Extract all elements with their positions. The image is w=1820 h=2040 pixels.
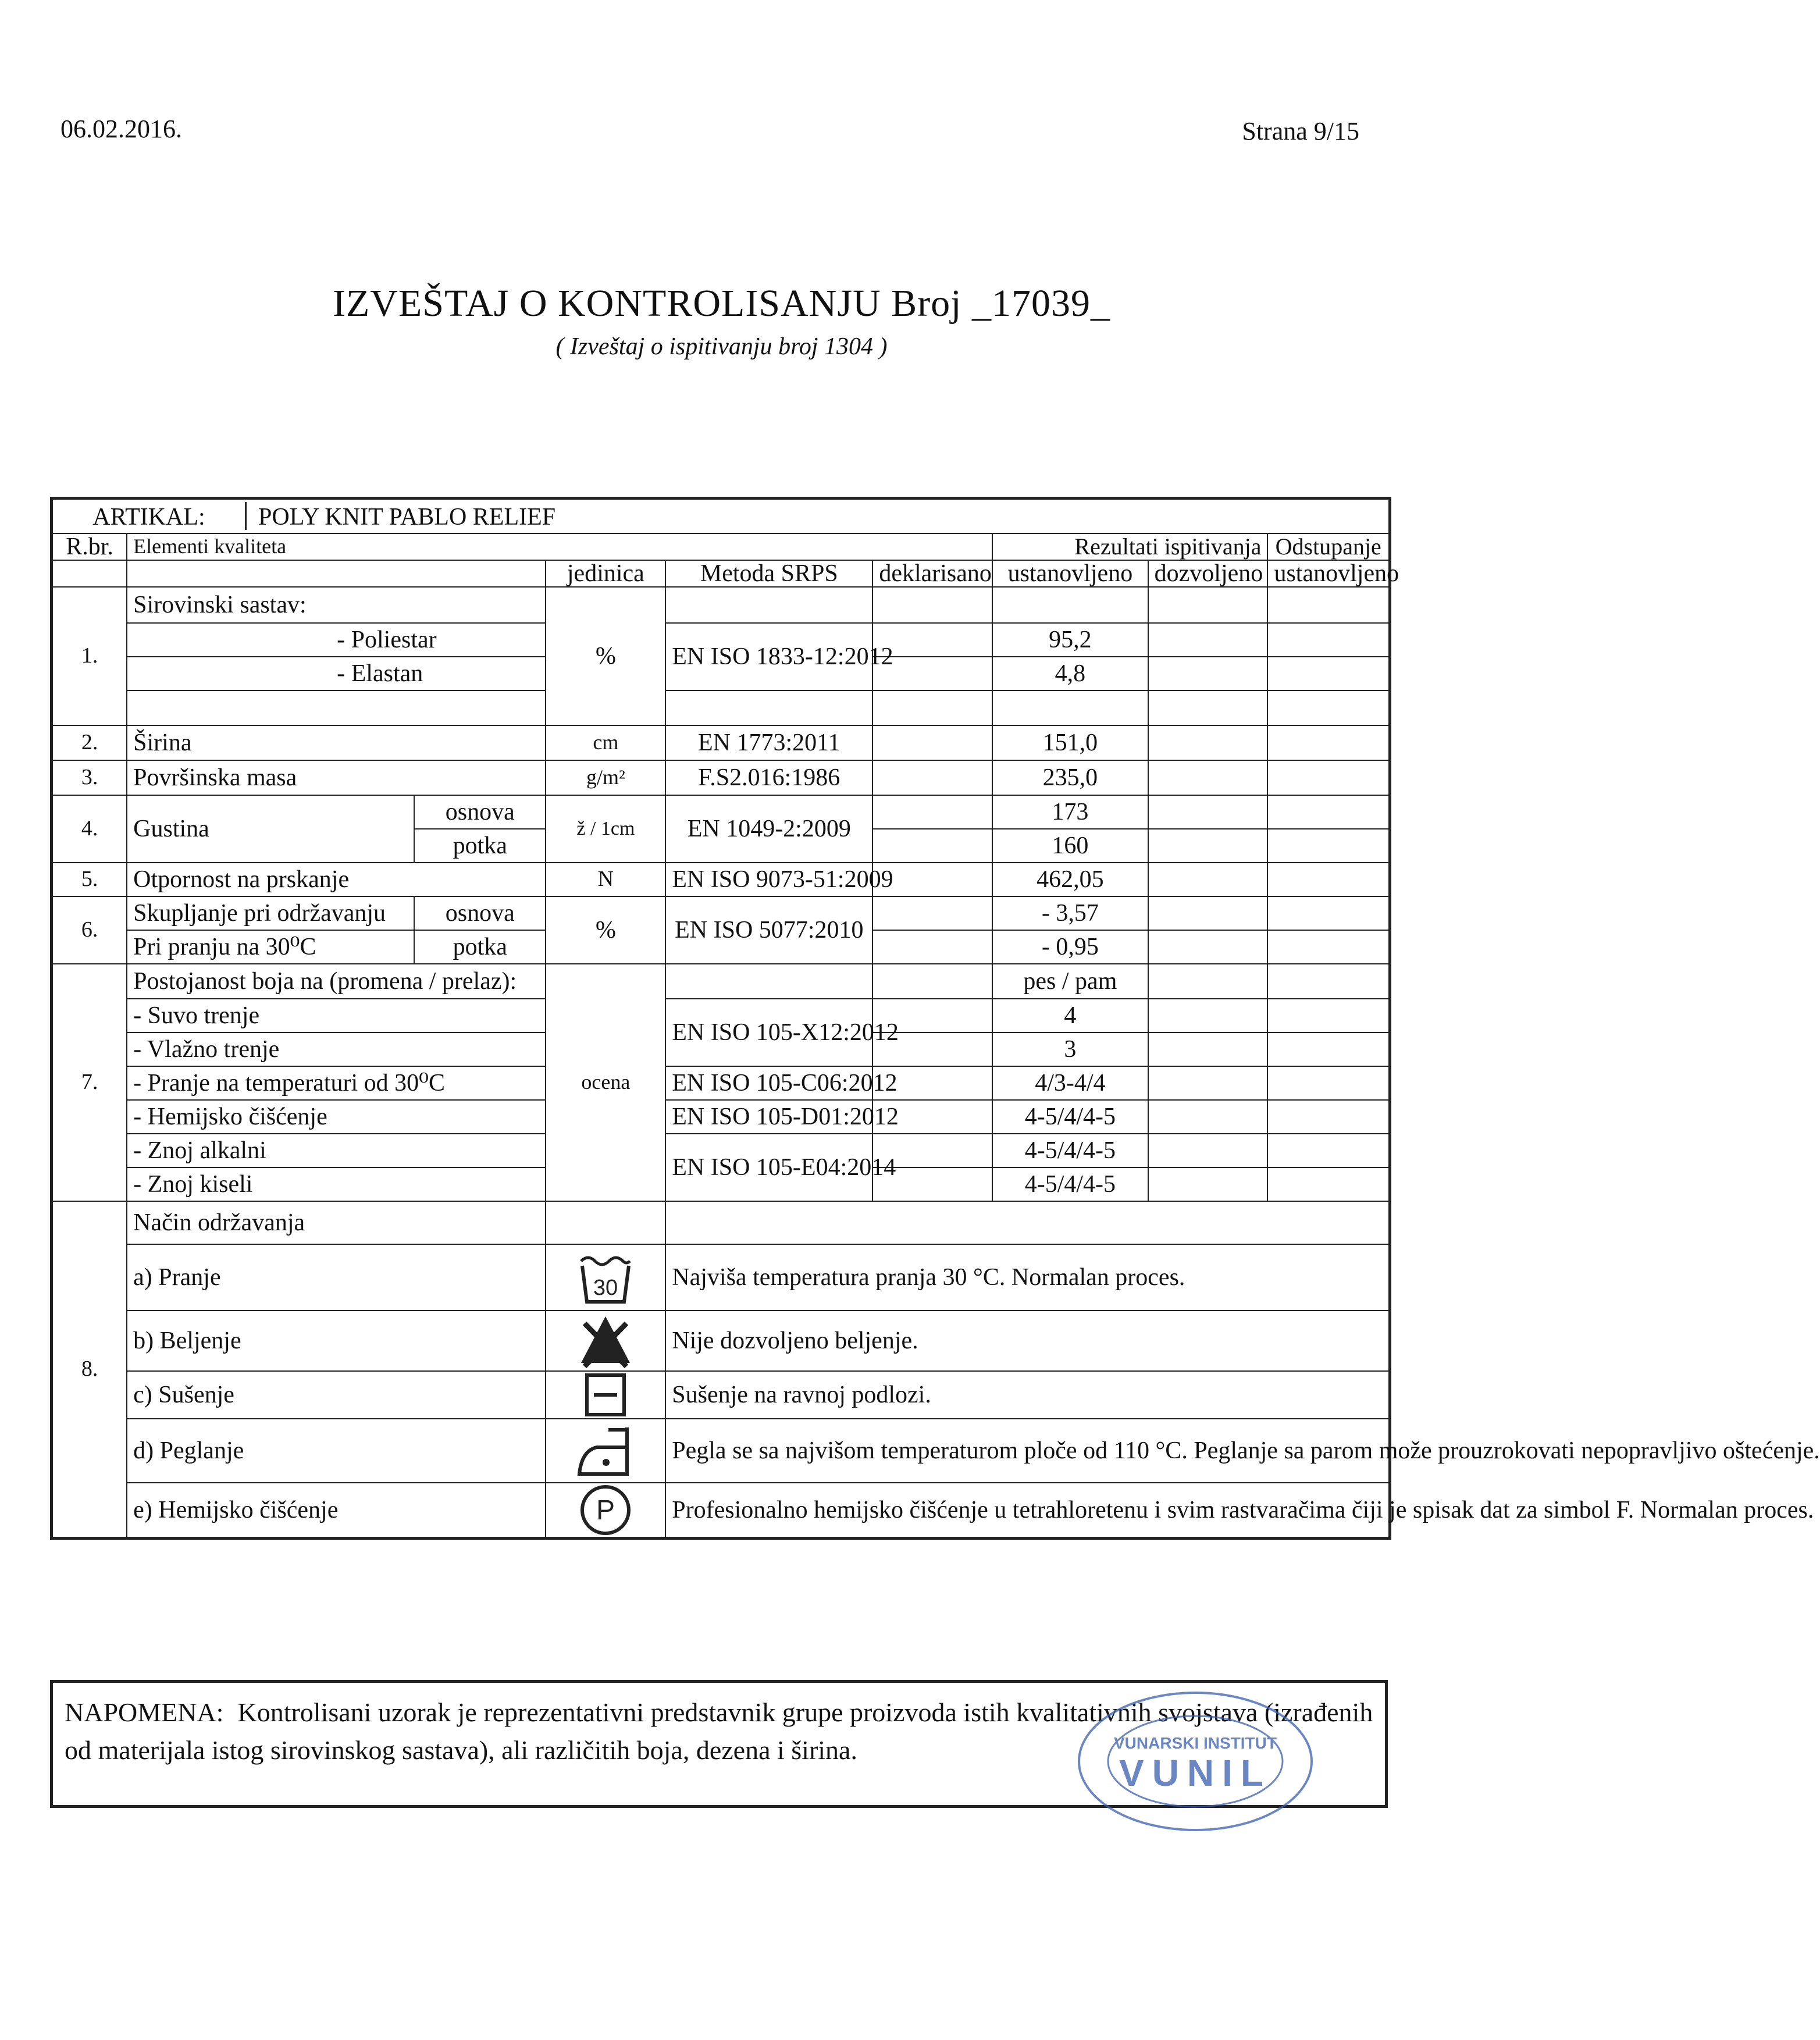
row-number: 3. [52, 760, 127, 795]
col-ustanovljeno-odstupanje: ustanovljeno [1267, 560, 1390, 587]
row-value: 4/3-4/4 [992, 1066, 1148, 1100]
table-row [52, 1134, 1390, 1167]
row-value: - 0,95 [992, 930, 1148, 964]
row-label: Sirovinski sastav: [127, 587, 546, 623]
row-label: Otpornost na prskanje [127, 863, 546, 896]
care-row [52, 1244, 1390, 1311]
note-label: NAPOMENA: [65, 1697, 224, 1727]
row-sub-label: - Poliestar [127, 623, 546, 657]
row-label: Površinska masa [127, 760, 546, 795]
row-sub-label: potka [414, 829, 546, 863]
row-value: 151,0 [992, 725, 1148, 760]
table-row [52, 896, 1390, 930]
flat-dry-icon [546, 1371, 665, 1419]
row-value: 160 [992, 829, 1148, 863]
wash-temp-label: 30 [593, 1275, 618, 1300]
care-label: c) Sušenje [127, 1371, 546, 1419]
table-header-row [52, 533, 1390, 560]
dry-clean-p-icon [546, 1483, 665, 1539]
table-row [52, 725, 1390, 760]
table-row [52, 623, 1390, 657]
row-unit: ocena [546, 964, 665, 1201]
row-number: 1. [52, 587, 127, 725]
row-label: Postojanost boja na (promena / prelaz): [127, 964, 546, 999]
care-label: a) Pranje [127, 1244, 546, 1311]
row-value: 235,0 [992, 760, 1148, 795]
report-subtitle: ( Izveštaj o ispitivanju broj 1304 ) [555, 333, 888, 360]
artikal-row [52, 499, 1390, 533]
row-number: 7. [52, 964, 127, 1201]
artikal-label: ARTIKAL: [53, 502, 247, 530]
note-text: Kontrolisani uzorak je reprezentativni predstavnik grupe proizvoda istih kvalitativnih svojstava (izrađenih od materijala istog sirovinskog sastava), ali različitih boja, dezena i širina. [65, 1697, 1373, 1765]
wash-30-icon [546, 1244, 665, 1311]
row-unit: N [546, 863, 665, 896]
row-sub-label: - Vlažno trenje [127, 1033, 546, 1066]
row-number: 6. [52, 896, 127, 964]
row-label: Način održavanja [127, 1201, 546, 1244]
care-row [52, 1371, 1390, 1419]
col-deklarisano: deklarisano [872, 560, 992, 587]
row-method: EN 1773:2011 [665, 725, 872, 760]
row-label: Skupljanje pri održavanju [127, 896, 414, 930]
care-row [52, 1483, 1390, 1539]
row-value: 4-5/4/4-5 [992, 1167, 1148, 1201]
row-method: EN ISO 105-X12:2012 [665, 999, 872, 1066]
row-value: 173 [992, 795, 1148, 829]
dry-clean-letter: P [596, 1494, 615, 1526]
row-value: 4 [992, 999, 1148, 1033]
care-description: Profesionalno hemijsko čišćenje u tetrahloretenu i svim rastvaračima čiji je spisak dat za simbol F. Normalan proces. [665, 1483, 1390, 1539]
row-unit: % [546, 896, 665, 964]
care-description: Najviša temperatura pranja 30 °C. Normalan proces. [665, 1244, 1390, 1311]
row-unit: ž / 1cm [546, 795, 665, 863]
row-sub-label: - Znoj alkalni [127, 1134, 546, 1167]
table-row [52, 587, 1390, 623]
row-label: Širina [127, 725, 546, 760]
row-unit: % [546, 587, 665, 725]
table-row [52, 1100, 1390, 1134]
row-number: 5. [52, 863, 127, 896]
row-method: EN 1049-2:2009 [665, 795, 872, 863]
row-method: F.S2.016:1986 [665, 760, 872, 795]
care-description: Sušenje na ravnoj podlozi. [665, 1371, 1390, 1419]
stamp-name: VUNIL [1119, 1752, 1271, 1794]
row-sub-label: - Znoj kiseli [127, 1167, 546, 1201]
table-row [52, 690, 1390, 725]
care-row [52, 1419, 1390, 1483]
row-number: 4. [52, 795, 127, 863]
row-value: pes / pam [992, 964, 1148, 999]
col-rezultati: Rezultati ispitivanja [992, 533, 1267, 560]
quality-table [50, 497, 1820, 1540]
row-unit: cm [546, 725, 665, 760]
care-label: e) Hemijsko čišćenje [127, 1483, 546, 1539]
row-label: Gustina [127, 795, 414, 863]
table-row [52, 999, 1390, 1033]
row-method: EN ISO 5077:2010 [665, 896, 872, 964]
institute-stamp [1070, 1680, 1320, 1843]
row-sub-label: - Elastan [127, 657, 546, 690]
care-row [52, 1311, 1390, 1371]
artikal-value: POLY KNIT PABLO RELIEF [258, 504, 556, 531]
row-value: 3 [992, 1033, 1148, 1066]
col-odstupanje: Odstupanje [1267, 533, 1390, 560]
row-number: 8. [52, 1201, 127, 1539]
row-method: EN ISO 105-E04:2014 [665, 1134, 872, 1201]
row-sub-label: - Hemijsko čišćenje [127, 1100, 546, 1134]
row-value: 4,8 [992, 657, 1148, 690]
row-label: Pri pranju na 30⁰C [127, 930, 414, 964]
care-description: Pegla se sa najvišom temperaturom ploče od 110 °C. Peglanje sa parom može prouzrokovati nepopravljivo oštećenje. [665, 1419, 1390, 1483]
row-sub-label: potka [414, 930, 546, 964]
table-subheader-row [52, 560, 1390, 587]
care-label: b) Beljenje [127, 1311, 546, 1371]
row-method: EN ISO 9073-51:2009 [665, 863, 872, 896]
row-value: 95,2 [992, 623, 1148, 657]
col-dozvoljeno: dozvoljeno [1148, 560, 1268, 587]
table-row [52, 1201, 1390, 1244]
row-method: EN ISO 105-C06:2012 [665, 1066, 872, 1100]
col-jedinica: jedinica [546, 560, 665, 587]
col-elementi: Elementi kvaliteta [127, 533, 992, 560]
no-bleach-icon [546, 1311, 665, 1371]
row-value: - 3,57 [992, 896, 1148, 930]
table-row [52, 863, 1390, 896]
care-description: Nije dozvoljeno beljenje. [665, 1311, 1390, 1371]
row-value: 4-5/4/4-5 [992, 1100, 1148, 1134]
row-sub-label: - Suvo trenje [127, 999, 546, 1033]
row-sub-label: - Pranje na temperaturi od 30⁰C [127, 1066, 546, 1100]
stamp-institute: VUNARSKI INSTITUT [1114, 1734, 1277, 1752]
row-sub-label: osnova [414, 896, 546, 930]
table-row [52, 795, 1390, 829]
row-number: 2. [52, 725, 127, 760]
page-number: Strana 9/15 [1242, 117, 1359, 145]
row-value: 462,05 [992, 863, 1148, 896]
row-unit: g/m² [546, 760, 665, 795]
iron-one-dot-icon [546, 1419, 665, 1483]
care-label: d) Peglanje [127, 1419, 546, 1483]
table-row [52, 964, 1390, 999]
table-row [52, 760, 1390, 795]
col-rbr: R.br. [52, 533, 127, 560]
row-method: EN ISO 1833-12:2012 [665, 623, 872, 690]
report-title: IZVEŠTAJ O KONTROLISANJU Broj _17039_ [332, 282, 1111, 325]
row-sub-label: osnova [414, 795, 546, 829]
table-row [52, 1066, 1390, 1100]
col-metoda: Metoda SRPS [665, 560, 872, 587]
row-method: EN ISO 105-D01:2012 [665, 1100, 872, 1134]
row-value: 4-5/4/4-5 [992, 1134, 1148, 1167]
col-ustanovljeno: ustanovljeno [992, 560, 1148, 587]
report-date: 06.02.2016. [60, 115, 182, 143]
